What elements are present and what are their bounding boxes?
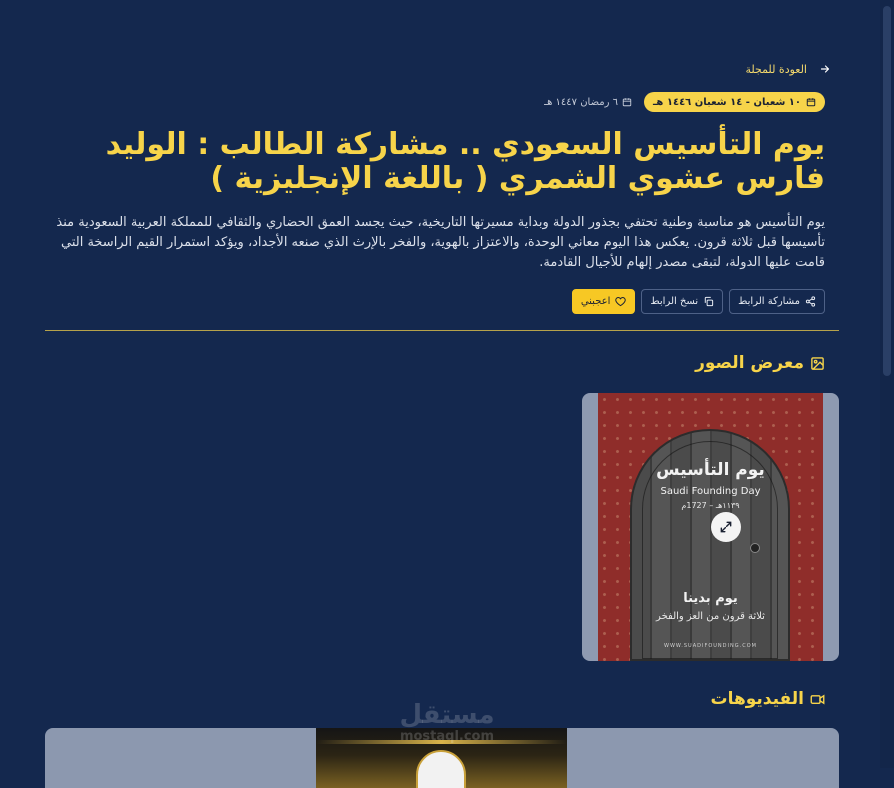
arrow-right-icon	[819, 63, 831, 75]
poster-arabic-title: يوم التأسيس	[656, 460, 765, 480]
thumbnail-glow	[316, 740, 567, 744]
poster-slogan: يوم بدينا	[683, 591, 738, 606]
gallery-heading	[695, 353, 825, 373]
event-date-badge	[644, 92, 825, 112]
poster-years: ١١٣٩هـ – 1727م	[681, 501, 740, 510]
expand-icon	[719, 520, 733, 534]
image-icon	[810, 356, 825, 371]
like-button[interactable]	[572, 289, 636, 314]
article-meta	[544, 92, 825, 112]
publish-date-text: ٦ رمضان ١٤٤٧ هـ	[544, 96, 619, 108]
back-link-label: العودة للمجلة	[745, 62, 807, 76]
copy-icon	[703, 296, 714, 307]
expand-image-button[interactable]	[711, 512, 741, 542]
share-icon	[805, 296, 816, 307]
article-title: يوم التأسيس السعودي .. مشاركة الطالب : الوليد فارس عشوي الشمري ( باللغة الإنجليزية )	[105, 127, 825, 196]
heart-icon	[615, 296, 626, 307]
poster-credit: WWW.SUADIFOUNDING.COM	[664, 643, 757, 649]
videos-heading	[711, 689, 826, 709]
video-emblem	[416, 750, 466, 788]
scrollbar-thumb[interactable]	[883, 6, 891, 376]
videos-heading-text: الفيديوهات	[710, 689, 804, 709]
calendar-icon	[806, 97, 816, 107]
founding-day-poster	[598, 393, 823, 661]
publish-date	[544, 97, 632, 108]
share-link-button[interactable]	[729, 289, 825, 314]
back-to-magazine-link[interactable]	[745, 61, 831, 77]
door-knob	[750, 543, 760, 553]
gallery-heading-text: معرض الصور	[695, 353, 804, 373]
like-label: اعجبني	[580, 296, 611, 307]
copy-link-label: نسخ الرابط	[650, 296, 699, 307]
video-camera-icon	[810, 692, 825, 707]
poster-tagline: ثلاثة قرون من العز والفخر	[656, 611, 765, 622]
page-scrollbar[interactable]	[880, 0, 894, 768]
section-divider	[45, 330, 839, 331]
gallery-image-card[interactable]	[582, 393, 839, 661]
event-date-text: ١٠ شعبان - ١٤ شعبان ١٤٤٦ هـ	[653, 96, 801, 108]
video-thumbnail[interactable]	[316, 728, 567, 788]
share-link-label: مشاركة الرابط	[738, 296, 800, 307]
video-card[interactable]	[45, 728, 839, 788]
calendar-icon	[622, 97, 632, 107]
article-actions	[572, 289, 825, 314]
poster-english-title: Saudi Founding Day	[660, 486, 761, 497]
copy-link-button[interactable]	[641, 289, 723, 314]
watermark-arabic: مستقل	[399, 700, 495, 730]
article-summary: يوم التأسيس هو مناسبة وطنية تحتفي بجذور الدولة وبداية مسيرتها التاريخية، حيث يجسد العمق الحضاري والثقافي للمملكة العربية السعودية منذ تأسيسها قبل ثلاثة قرون. يعكس هذا اليوم معاني الوحدة، والاعتزاز بالهوية، والفخر بالإرث الذي صنعه الأجداد، ويؤكد استمرار القيم الراسخة التي قامت عليها الدولة، لتبقى مصدر إلهام للأجيال القادمة.	[56, 215, 825, 270]
